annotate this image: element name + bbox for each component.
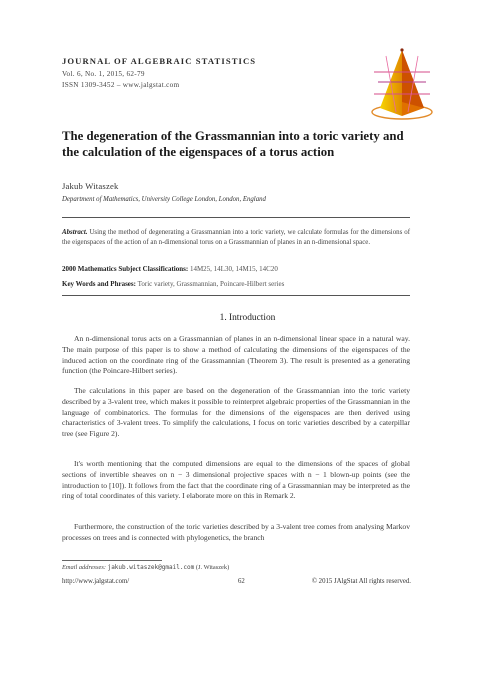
intro-paragraph-2: The calculations in this paper are based on the degeneration of the Grassmannian into the toric variety described by a 3-valent tree, which makes it possible to reinterpret algebraic properties of the Grassmannian in the language of combinatorics. The formulas for the dimensions of the eigenspaces are then derived using characteristics of 3-valent trees. To simplify the calculations, I focus on toric varieties described by a caterpillar tree (see Figure 2). <box>62 386 410 439</box>
abstract-label: Abstract. <box>62 229 88 236</box>
footer-url-link[interactable]: http://www.jalgstat.com/ <box>62 578 130 585</box>
top-divider <box>62 217 410 218</box>
footnote-email <box>62 564 229 571</box>
keywords-value: Toric variety, Grassmannian, Poincare-Hilbert series <box>135 280 285 288</box>
intro-paragraph-3: It's worth mentioning that the computed dimensions are equal to the dimensions of the spaces of global sections of invertible sheaves on n − 3 dimensional projective spaces with n − 1 blown-up points (see the introduction to [10]). It follows from the fact that the coordinate ring of a Grassmannian may be interpreted as the ring of total coordinates of this variety. I elaborate more on this in Remark 2. <box>62 459 410 501</box>
bottom-divider <box>62 295 410 296</box>
keywords-label: Key Words and Phrases: <box>62 280 136 288</box>
abstract-text: Using the method of degenerating a Grassmannian into a toric variety, we calculate formulas for the dimensions of the eigenspaces of the action of an n-dimensional torus on a Grassmannian of planes in an n-dimensional space. <box>62 229 410 246</box>
intro-paragraph-1: An n-dimensional torus acts on a Grassmannian of planes in an n-dimensional linear space in a natural way. The main purpose of this paper is to show a method of calculating the dimensions of the eigenspaces of the induced action on the coordinate ring of the Grassmannian (Theorem 3). The result is presented as a generating function (the Poincare-Hilbert series). <box>62 334 410 376</box>
section-heading: 1. Introduction <box>219 313 276 323</box>
page-number: 62 <box>238 578 245 585</box>
journal-name: JOURNAL OF ALGEBRAIC STATISTICS <box>62 56 257 66</box>
email-author: (J. Witaszek) <box>194 564 230 571</box>
msc-label: 2000 Mathematics Subject Classifications: <box>62 265 189 273</box>
footnote-rule <box>62 560 162 561</box>
email-label: Email addresses: <box>62 564 106 571</box>
author-affiliation: Department of Mathematics, University College London, London, England <box>62 196 266 203</box>
email-address[interactable]: jakub.witaszek@gmail.com <box>107 564 195 571</box>
journal-issn: ISSN 1309-3452 – www.jalgstat.com <box>62 81 180 89</box>
journal-logo-icon <box>366 42 438 124</box>
copyright: © 2015 JAlgStat All rights reserved. <box>311 578 411 585</box>
journal-volume: Vol. 6, No. 1, 2015, 62-79 <box>62 70 145 78</box>
article-title: The degeneration of the Grassmannian into a toric variety and the calculation of the eigenspaces of a torus action <box>62 129 404 159</box>
intro-paragraph-4: Furthermore, the construction of the toric varieties described by a 3-valent tree comes from analysing Markov processes on trees and is connected with phylogenetics, the branch <box>62 522 410 542</box>
abstract <box>62 228 410 247</box>
msc-codes: 14M25, 14L30, 14M15, 14C20 <box>188 265 278 273</box>
msc-classification <box>62 265 410 273</box>
keywords <box>62 280 410 288</box>
article-author: Jakub Witaszek <box>62 181 119 191</box>
